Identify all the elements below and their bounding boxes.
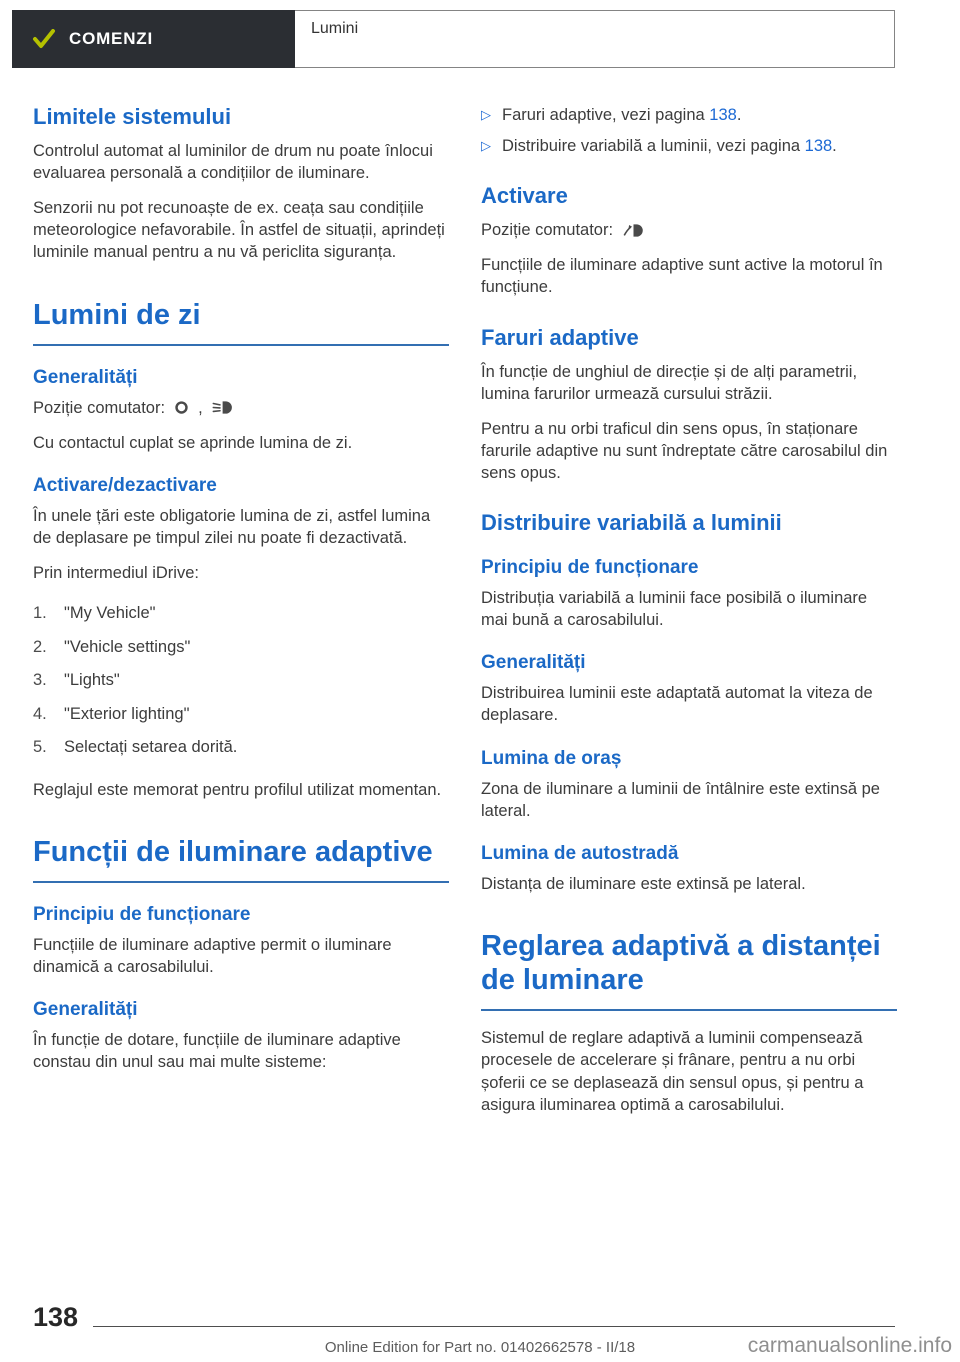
topic-heading: Principiu de funcționare [481,557,699,579]
chapter-tab [12,10,295,68]
topic-heading: Generalități [33,366,138,388]
switch-position-line [33,397,449,419]
topic-heading: Generalități [481,652,586,674]
paragraph [481,418,897,484]
list-number: 2. [33,637,47,656]
edition-note: Online Edition for Part no. 01402662578 - II/18 [324,1339,636,1356]
text-run: Senzorii nu pot recunoaște de ex. ceața sau condițiile meteorologice nefavorabile. În astfel de situații, aprindeți luminile manual pentru a nu vă periclita siguranța. [33,199,445,262]
topic-heading: Generalități [33,999,138,1021]
text-run: În funcție de unghiul de direcție și de alți parametrii, lumina farurilor urmează cursului străzii. [481,362,858,403]
right-column [481,104,897,1129]
list-item [33,597,449,630]
topic-heading: Principiu de funcționare [33,903,251,925]
paragraph [481,873,897,895]
paragraph [481,1027,897,1115]
steps-list [33,597,449,764]
text-run: Distribuire variabilă a luminii, vezi pagina [502,137,805,156]
section-heading: Lumini de zi [33,298,449,346]
paragraph [33,505,449,549]
page-link[interactable]: 138 [804,137,833,156]
text-run: Funcțiile de iluminare adaptive sunt active la motorul în funcțiune. [481,256,883,297]
topic-heading: Lumina de oraș [481,747,622,769]
paragraph [33,562,449,584]
subsection-heading: Distribuire variabilă a luminii [481,510,782,536]
reference-text [502,135,897,157]
text-run: Distribuția variabilă a luminii face posibilă o iluminare mai bună a carosabilului. [481,589,868,630]
list-number: 1. [33,604,47,623]
topic-heading: Activare/dezactivare [33,474,217,496]
text-run: Distribuirea luminii este adaptată automat la viteza de deplasare. [481,684,873,725]
adaptive-headlight-icon [622,223,645,238]
text-run: Pentru a nu orbi traficul din sens opus, în staționare farurile adaptive nu sunt îndreptate către carosabilul din sens opus. [481,419,888,482]
list-number: 5. [33,738,47,757]
text-run: Distanța de iluminare este extinsă pe lateral. [481,874,806,893]
list-item [33,731,449,764]
paragraph [481,587,897,631]
page-header [12,10,895,68]
paragraph [33,197,449,263]
text-run: Faruri adaptive, vezi pagina [502,106,710,124]
subsection-heading: Faruri adaptive [481,324,639,350]
page-link[interactable]: 138 [709,106,737,124]
text-run: Funcțiile de iluminare adaptive permit o iluminare dinamică a carosabilului. [33,935,392,976]
checkmark-icon [32,29,56,49]
list-text: Selectați setarea dorită. [64,738,238,757]
low-beam-headlight-icon [212,400,235,415]
paragraph [33,140,449,184]
chapter-tab-label: COMENZI [69,29,153,48]
breadcrumb-box [295,10,895,68]
footer-rule [93,1326,895,1327]
switch-position-ring-icon [174,400,189,415]
paragraph [481,682,897,726]
text-run: În funcție de dotare, funcțiile de iluminare adaptive constau din unul sau mai multe sisteme: [33,1031,401,1072]
text-run: Zona de iluminare a luminii de întâlnire este extinsă pe lateral. [481,779,880,820]
topic-heading: Lumina de autostradă [481,842,679,864]
triangle-bullet-icon: ▷ [481,138,491,154]
list-number: 4. [33,704,47,723]
breadcrumb: Lumini [311,20,359,37]
text-run: În unele țări este obligatorie lumina de zi, astfel lumina de deplasare pe timpul zilei nu poate fi dezactivată. [33,506,431,548]
text-run: . [832,137,837,156]
left-column [33,104,449,1129]
paragraph [33,934,449,978]
switch-position-label: Poziție comutator: [33,398,166,417]
paragraph [33,1029,449,1073]
paragraph [33,779,449,801]
list-item [33,631,449,664]
content-columns [0,68,960,1129]
triangle-bullet-icon: ▷ [481,107,491,122]
reference-item [481,135,897,157]
paragraph [33,432,449,454]
text-run: Controlul automat al luminilor de drum nu poate înlocui evaluarea personală a condițiilor de iluminare. [33,142,433,183]
watermark: carmanualsonline.info [747,1334,952,1357]
switch-position-label: Poziție comutator: [481,221,614,240]
page-number: 138 [33,1302,79,1332]
subsection-heading: Limitele sistemului [33,104,232,129]
list-item [33,698,449,731]
separator: , [198,398,203,417]
paragraph [481,254,897,298]
list-text: "Lights" [64,671,120,690]
list-text: "Exterior lighting" [64,704,190,723]
list-text: "My Vehicle" [64,604,156,623]
subsection-heading: Activare [481,183,568,209]
list-text: "Vehicle settings" [64,637,191,656]
reference-item [481,104,897,126]
section-heading: Reglarea adaptivă a distanței de luminare [481,929,897,1011]
reference-text [502,104,897,126]
text-run: Cu contactul cuplat se aprinde lumina de zi. [33,433,353,452]
list-item [33,664,449,697]
text-run: Reglajul este memorat pentru profilul utilizat momentan. [33,780,442,799]
paragraph [481,778,897,822]
page-number-row [0,1304,960,1331]
text-run: Prin intermediul iDrive: [33,564,199,583]
paragraph [481,361,897,405]
text-run: . [736,106,742,124]
switch-position-line [481,219,897,241]
list-number: 3. [33,671,47,690]
section-heading: Funcții de iluminare adaptive [33,835,449,883]
text-run: Sistemul de reglare adaptivă a luminii compensează procesele de accelerare și frânare, pentru a nu orbi șoferii ce se deplasează din sensul opus, și pentru a asigura iluminarea optimă a carosabilului. [481,1029,864,1114]
page-footer [0,1304,960,1356]
